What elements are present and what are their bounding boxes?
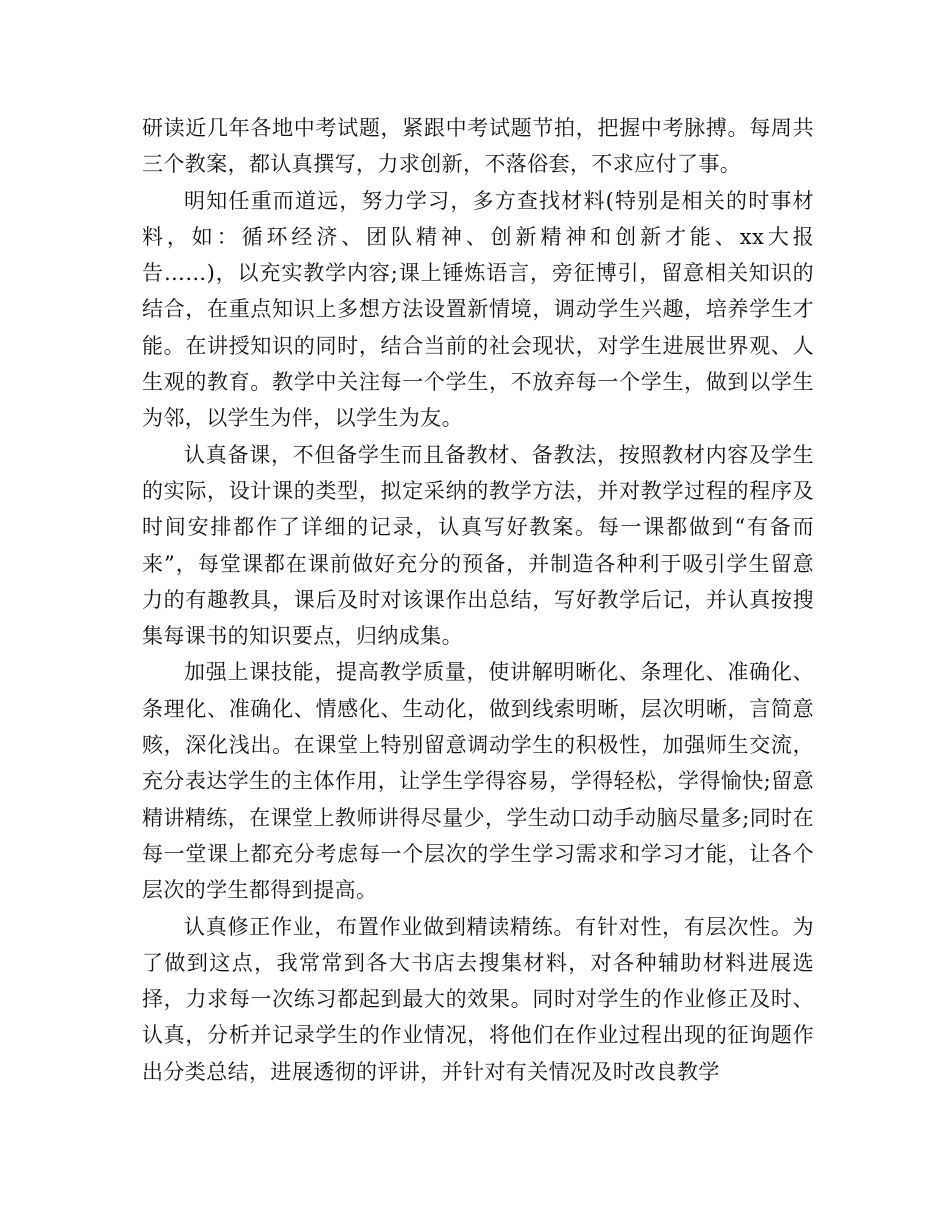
paragraph-1: 研读近几年各地中考试题，紧跟中考试题节拍，把握中考脉搏。每周共三个教案，都认真撰写，力求创新，不落俗套，不求应付了事。 — [142, 116, 814, 177]
paragraph-3: 认真备课，不但备学生而且备教材、备教法，按照教材内容及学生的实际，设计课的类型，拟定采纳的教学方法，并对教学过程的程序及时间安排都作了详细的记录，认真写好教案。每一课都做到“有备而来”，每堂课都在课前做好充分的预备，并制造各种利于吸引学生留意力的有趣教具，课后及时对该课作出总结，写好教学后记，并认真按搜集每课书的知识要点，归纳成集。 — [142, 442, 814, 649]
document-body — [142, 110, 814, 1090]
paragraph-2: 明知任重而道远，努力学习，多方查找材料(特别是相关的时事材料，如：循环经济、团队精神、创新精神和创新才能、xx大报告……)，以充实教学内容;课上锤炼语言，旁征博引，留意相关知识的结合，在重点知识上多想方法设置新情境，调动学生兴趣，培养学生才能。在讲授知识的同时，结合当前的社会现状，对学生进展世界观、人生观的教育。教学中关注每一个学生，不放弃每一个学生，做到以学生为邻，以学生为伴，以学生为友。 — [142, 188, 814, 431]
paragraph-4: 加强上课技能，提高教学质量，使讲解明晰化、条理化、准确化、条理化、准确化、情感化、生动化，做到线索明晰，层次明晰，言简意赅，深化浅出。在课堂上特别留意调动学生的积极性，加强师生交流，充分表达学生的主体作用，让学生学得容易，学得轻松，学得愉快;留意精讲精练，在课堂上教师讲得尽量少，学生动口动手动脑尽量多;同时在每一堂课上都充分考虑每一个层次的学生学习需求和学习才能，让各个层次的学生都得到提高。 — [142, 660, 814, 903]
paragraph-5: 认真修正作业，布置作业做到精读精练。有针对性，有层次性。为了做到这点，我常常到各大书店去搜集材料，对各种辅助材料进展选择，力求每一次练习都起到最大的效果。同时对学生的作业修正及时、认真，分析并记录学生的作业情况，将他们在作业过程出现的征询题作出分类总结，进展透彻的评讲，并针对有关情况及时改良教学 — [142, 914, 814, 1084]
